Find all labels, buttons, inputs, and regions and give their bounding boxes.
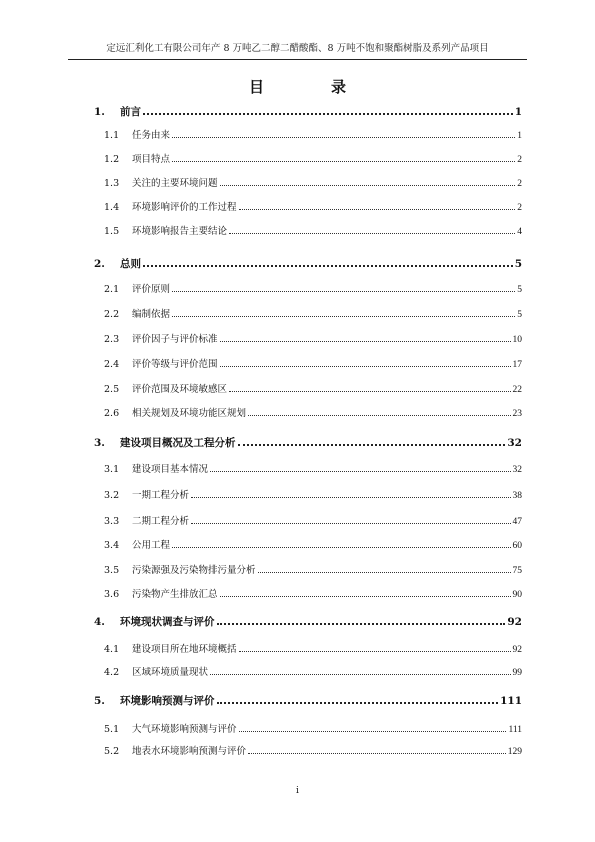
- toc-entry-5[interactable]: 5. 环境影响预测与评价 111: [94, 690, 522, 706]
- page-number: i: [296, 786, 299, 796]
- toc-entry-2-3[interactable]: 2.3 评价因子与评价标准 10: [94, 329, 522, 345]
- toc-entry-4[interactable]: 4. 环境现状调查与评价 92: [94, 611, 522, 627]
- toc-title: 目 录: [248, 78, 372, 96]
- toc-entry-1[interactable]: 1. 前言 1: [94, 101, 522, 117]
- toc-entry-1-4[interactable]: 1.4 环境影响评价的工作过程 2: [94, 197, 522, 213]
- toc-entry-1-3[interactable]: 1.3 关注的主要环境问题 2: [94, 173, 522, 189]
- toc-entry-3[interactable]: 3. 建设项目概况及工程分析 32: [94, 432, 522, 448]
- toc-entry-3-2[interactable]: 3.2 一期工程分析 38: [94, 485, 522, 501]
- toc-entry-1-5[interactable]: 1.5 环境影响报告主要结论 4: [94, 221, 522, 237]
- toc-entry-2[interactable]: 2. 总则 5: [94, 253, 522, 269]
- toc-entry-2-2[interactable]: 2.2 编制依据 5: [94, 304, 522, 320]
- toc-entry-3-4[interactable]: 3.4 公用工程 60: [94, 535, 522, 551]
- toc-entry-2-1[interactable]: 2.1 评价原则 5: [94, 279, 522, 295]
- toc-entry-3-3[interactable]: 3.3 二期工程分析 47: [94, 511, 522, 527]
- toc-entry-4-1[interactable]: 4.1 建设项目所在地环境概括 92: [94, 639, 522, 655]
- running-header: 定远汇利化工有限公司年产 8 万吨乙二醇二醋酸酯、8 万吨不饱和聚酯树脂及系列产品项目: [68, 40, 527, 60]
- toc-entry-3-5[interactable]: 3.5 污染源强及污染物排污量分析 75: [94, 560, 522, 576]
- toc-entry-2-6[interactable]: 2.6 相关规划及环境功能区规划 23: [94, 403, 522, 419]
- toc-entry-2-4[interactable]: 2.4 评价等级与评价范围 17: [94, 354, 522, 370]
- toc-entry-4-2[interactable]: 4.2 区域环境质量现状 99: [94, 662, 522, 678]
- toc-entry-1-2[interactable]: 1.2 项目特点 2: [94, 149, 522, 165]
- toc-entry-2-5[interactable]: 2.5 评价范围及环境敏感区 22: [94, 379, 522, 395]
- toc-entry-5-2[interactable]: 5.2 地表水环境影响预测与评价 129: [94, 741, 522, 757]
- toc-entry-3-1[interactable]: 3.1 建设项目基本情况 32: [94, 459, 522, 475]
- toc-entry-1-1[interactable]: 1.1 任务由来 1: [94, 125, 522, 141]
- toc-entry-5-1[interactable]: 5.1 大气环境影响预测与评价 111: [94, 719, 522, 735]
- toc-entry-3-6[interactable]: 3.6 污染物产生排放汇总 90: [94, 584, 522, 600]
